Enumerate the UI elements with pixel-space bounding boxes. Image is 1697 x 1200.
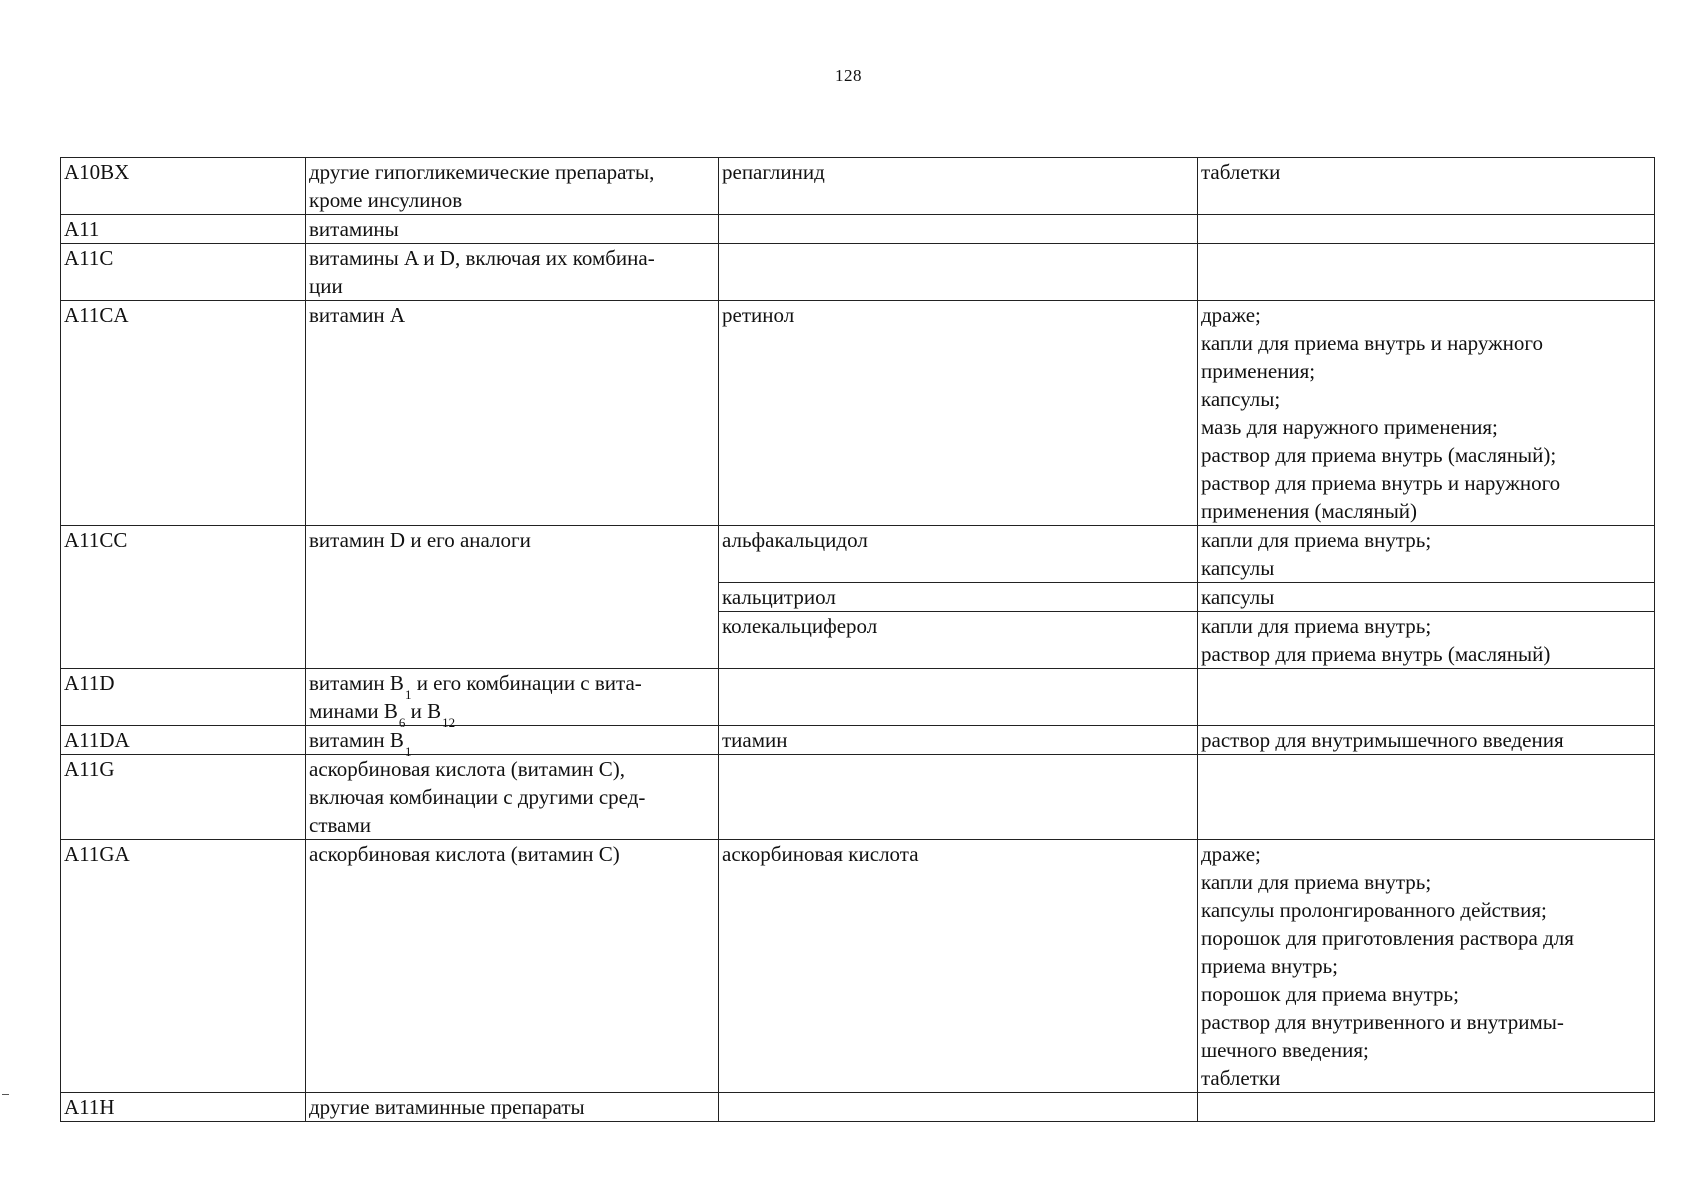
- subscript: 1: [404, 744, 412, 760]
- table-row: [61, 669, 1655, 726]
- dosage-form-cell: [1198, 244, 1655, 301]
- dosage-form-cell: драже; капли для приема внутрь и наружного применения; капсулы; мазь для наружного применения; раствор для приема внутрь (масляный); раствор для приема внутрь и наружного применения (масляный): [1198, 301, 1655, 526]
- table-row: [61, 726, 1655, 755]
- scan-mark: [2, 1094, 9, 1095]
- group-name-cell: другие гипогликемические препараты, кроме инсулинов: [306, 158, 719, 215]
- group-text: витамин B: [309, 728, 404, 752]
- group-name-cell: витамин A: [306, 301, 719, 526]
- atc-code-cell: A11DA: [61, 726, 306, 755]
- drug-name-cell: ретинол: [719, 301, 1198, 526]
- table-row: [61, 244, 1655, 301]
- group-name-cell: аскорбиновая кислота (витамин C), включая комбинации с другими сред- ствами: [306, 755, 719, 840]
- drug-name-cell: [719, 215, 1198, 244]
- atc-code-cell: A11G: [61, 755, 306, 840]
- table-row: [61, 301, 1655, 526]
- group-name-cell: [306, 669, 719, 731]
- dosage-form-cell: таблетки: [1198, 158, 1655, 215]
- drug-name-cell: альфакальцидол: [719, 526, 1198, 583]
- drug-name-cell: колекальциферол: [719, 612, 1198, 669]
- table-row: [61, 526, 1655, 583]
- atc-code-cell: A11GA: [61, 840, 306, 1093]
- subscript: 1: [404, 687, 412, 703]
- dosage-form-cell: [1198, 215, 1655, 244]
- group-name-cell: витамин D и его аналоги: [306, 526, 719, 669]
- subscript: 12: [442, 715, 456, 731]
- table-row: [61, 158, 1655, 215]
- dosage-form-cell: [1198, 1093, 1655, 1122]
- atc-code-cell: A11CC: [61, 526, 306, 669]
- drug-name-cell: репаглинид: [719, 158, 1198, 215]
- dosage-form-cell: капли для приема внутрь; раствор для приема внутрь (масляный): [1198, 612, 1655, 669]
- drug-name-cell: [719, 755, 1198, 840]
- subscript: 6: [398, 715, 406, 731]
- table-row: [61, 755, 1655, 840]
- drug-name-cell: [719, 1093, 1198, 1122]
- atc-code-cell: A11C: [61, 244, 306, 301]
- dosage-form-cell: раствор для внутримышечного введения: [1198, 726, 1655, 755]
- group-name-cell: витамины A и D, включая их комбина- ции: [306, 244, 719, 301]
- drug-classification-table: [60, 157, 1655, 1122]
- group-name-cell: аскорбиновая кислота (витамин C): [306, 840, 719, 1093]
- table-row: [61, 840, 1655, 1093]
- atc-code-cell: A10BX: [61, 158, 306, 215]
- atc-code-cell: A11: [61, 215, 306, 244]
- dosage-form-cell: [1198, 755, 1655, 840]
- page-number: 128: [835, 66, 862, 85]
- atc-code-cell: A11H: [61, 1093, 306, 1122]
- atc-code-cell: A11D: [61, 669, 306, 726]
- drug-name-cell: тиамин: [719, 726, 1198, 755]
- drug-name-cell: [719, 669, 1198, 726]
- group-text: и его комбинации с вита- минами B: [309, 671, 642, 723]
- drug-name-cell: кальцитриол: [719, 583, 1198, 612]
- dosage-form-cell: капсулы: [1198, 583, 1655, 612]
- group-text: и B: [405, 699, 442, 723]
- group-name-cell: другие витаминные препараты: [306, 1093, 719, 1122]
- table-row: [61, 215, 1655, 244]
- group-name-cell: [306, 726, 719, 760]
- dosage-form-cell: капли для приема внутрь; капсулы: [1198, 526, 1655, 583]
- drug-name-cell: [719, 244, 1198, 301]
- group-name-cell: витамины: [306, 215, 719, 244]
- dosage-form-cell: драже; капли для приема внутрь; капсулы пролонгированного действия; порошок для приготовления раствора для приема внутрь; порошок для приема внутрь; раствор для внутривенного и внутримы- шечного введения; таблетки: [1198, 840, 1655, 1093]
- drug-name-cell: аскорбиновая кислота: [719, 840, 1198, 1093]
- atc-code-cell: A11CA: [61, 301, 306, 526]
- group-text: витамин B: [309, 671, 404, 695]
- dosage-form-cell: [1198, 669, 1655, 726]
- table-row: [61, 1093, 1655, 1122]
